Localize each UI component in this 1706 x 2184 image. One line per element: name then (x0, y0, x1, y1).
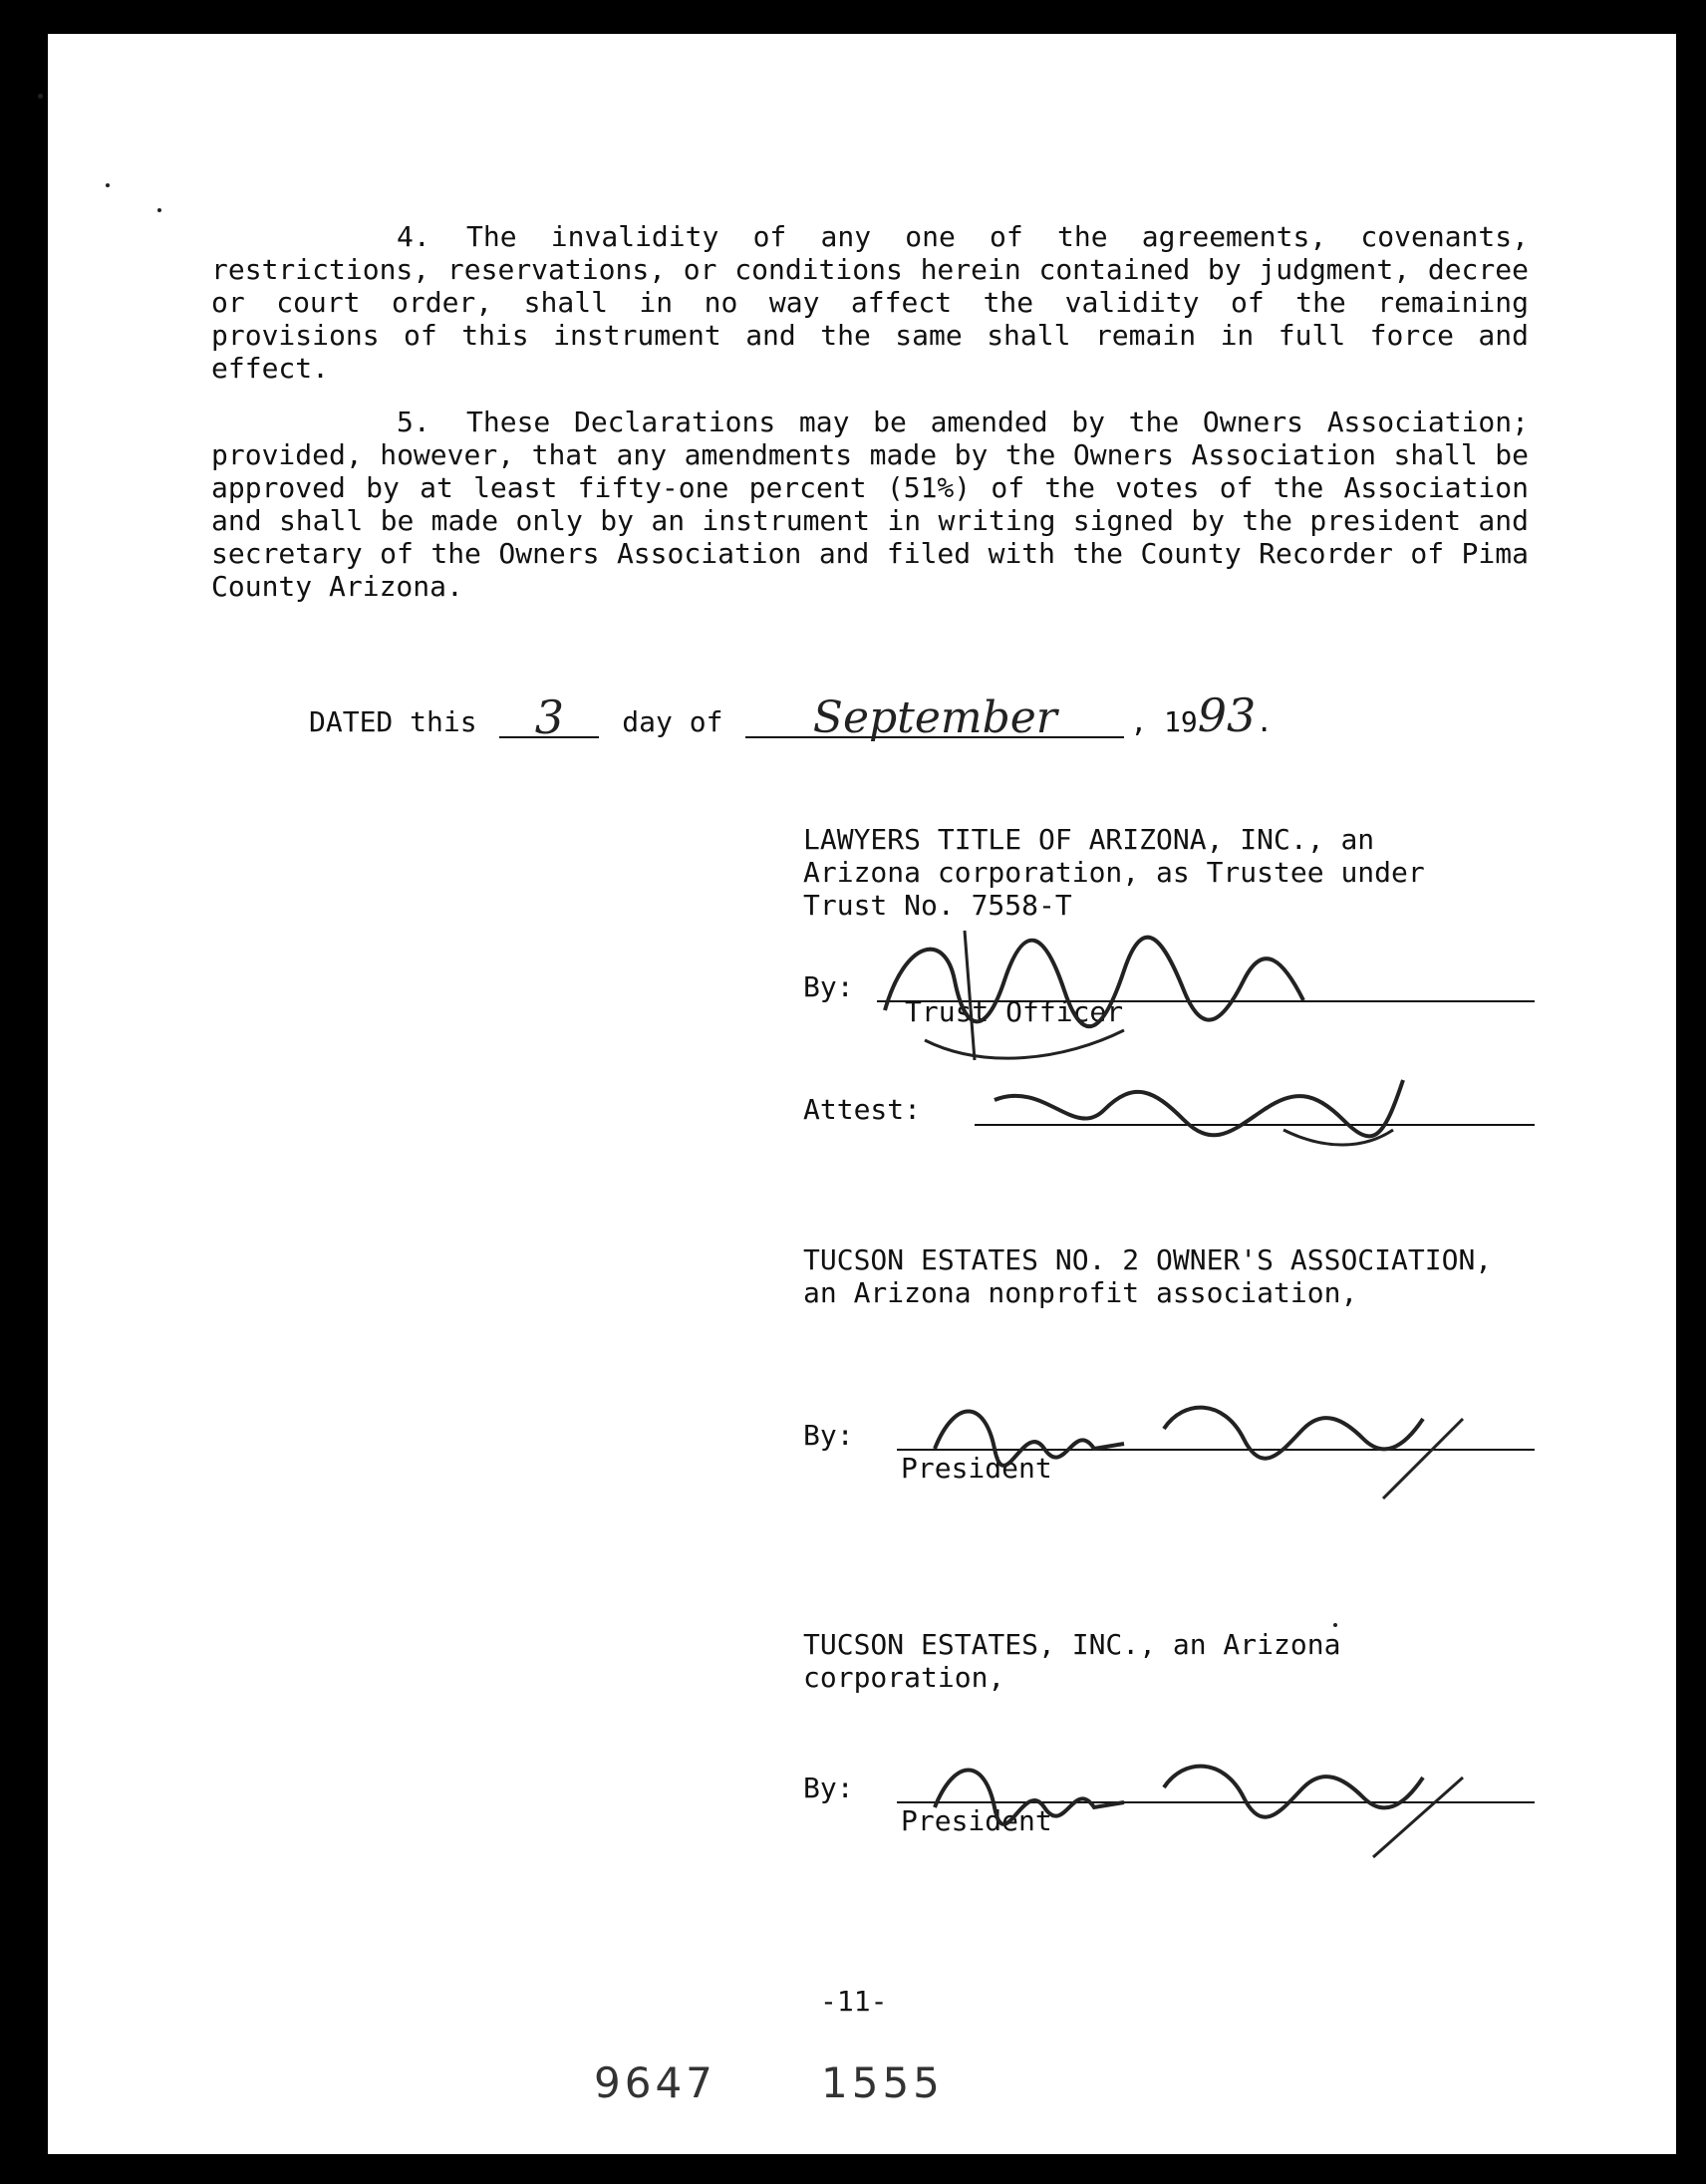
by-label: By: (803, 1772, 854, 1804)
paragraph-5 (211, 406, 1529, 603)
year-prefix: , 19 (1130, 705, 1198, 738)
paragraph-number: 4. (397, 220, 430, 253)
paragraph-number: 5. (397, 406, 430, 438)
scan-speck (106, 183, 110, 187)
day-blank (499, 690, 599, 744)
dated-end: . (1256, 705, 1274, 738)
signatory-lawyers-title (803, 823, 1561, 922)
handwritten-year: 93 (1197, 688, 1257, 742)
month-blank (745, 692, 1124, 743)
signatory-tucson-estates (803, 1628, 1561, 1694)
signatory-owners-association (803, 1243, 1561, 1309)
signer-title: Trust Officer (905, 995, 1124, 1028)
entity-name: LAWYERS TITLE OF ARIZONA, INC., an Arizona corporation, as Trustee under Trust No. 7558-T (803, 823, 1425, 922)
stamp-number-left: 9647 (594, 2058, 716, 2107)
handwritten-month: September (812, 692, 1057, 743)
page-number: -11- (820, 1985, 888, 2018)
entity-name: TUCSON ESTATES, INC., an Arizona corporation, (803, 1628, 1341, 1694)
stamp-number-right: 1555 (821, 2058, 944, 2107)
attest-signature-icon (985, 1060, 1443, 1170)
scan-speck (157, 208, 161, 212)
scan-speck (1333, 1623, 1337, 1627)
entity-name: TUCSON ESTATES NO. 2 OWNER'S ASSOCIATION, an Arizona nonprofit association, (803, 1243, 1493, 1309)
paragraph-4 (211, 220, 1529, 385)
by-label: By: (803, 970, 854, 1003)
paragraph-text: These Declarations may be amended by the Owners Association; provided, however, that any amendments made by the Owners Association shall be approved by at least fifty-one percent (51%) of the votes of the Association and shall be made only by an instrument in writing signed by the president and secretary of the Owners Association and filed with the County Recorder of Pima County Arizona. (211, 406, 1529, 603)
by-label: By: (803, 1419, 854, 1452)
president-signature-icon (905, 1718, 1543, 1867)
dated-middle: day of (622, 705, 723, 738)
attest-label: Attest: (803, 1093, 922, 1126)
signer-title: President (901, 1452, 1052, 1485)
president-signature-icon (905, 1359, 1543, 1508)
trust-officer-signature-icon (865, 921, 1363, 1070)
dated-prefix: DATED this (309, 705, 477, 738)
paragraph-text: The invalidity of any one of the agreements, covenants, restrictions, reservations, or conditions herein contained by judgment, decree or court order, shall in no way affect the validity of the remaining provisions of this instrument and the same shall remain in full force and effect. (211, 220, 1529, 385)
document-page (48, 34, 1676, 2154)
handwritten-day: 3 (534, 690, 565, 744)
dated-line (309, 688, 1274, 744)
signer-title: President (901, 1804, 1052, 1837)
scan-speck (38, 94, 43, 99)
